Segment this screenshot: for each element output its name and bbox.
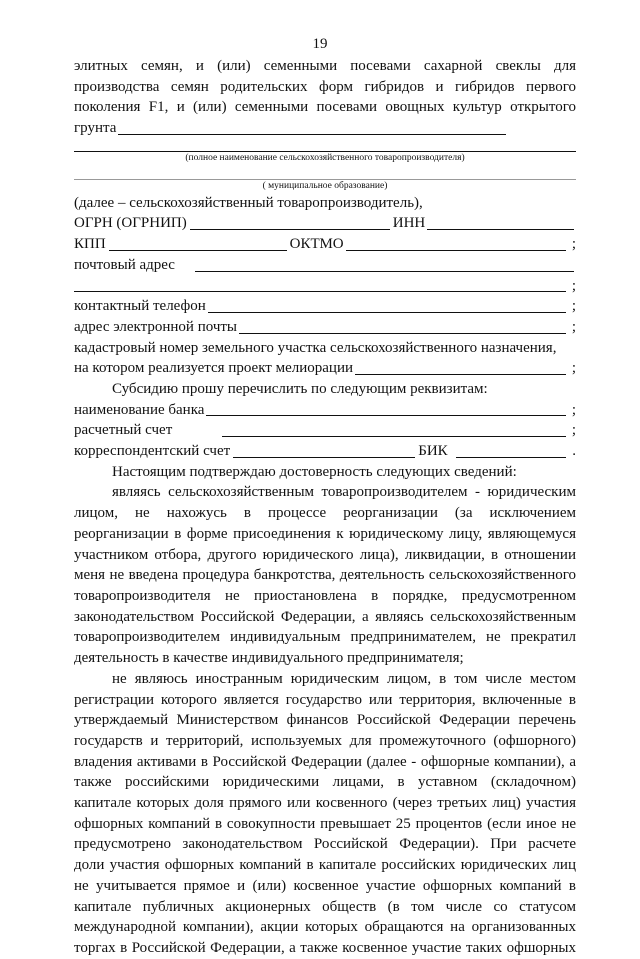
text-line: поколения F1, и (или) семенными посевами овощных культур открытого xyxy=(74,99,576,116)
bank-label: наименование банка xyxy=(74,401,205,418)
text-line: законодательством Российской Федерации, а являясь сельскохозяйственным xyxy=(74,608,576,625)
after-caption-text: (далее – сельскохозяйственный товаропроизводитель), xyxy=(74,194,423,211)
intro-paragraph xyxy=(74,56,576,118)
ogrn-field[interactable] xyxy=(190,229,390,230)
phone-row: контактный телефон ; xyxy=(74,296,576,317)
oktmo-label: ОКТМО xyxy=(289,236,344,253)
account-row: расчетный счет ; xyxy=(74,420,576,441)
corr-bik-row: корреспондентский счет БИК . xyxy=(74,441,576,462)
bik-label: БИК xyxy=(418,443,448,460)
postal-row xyxy=(74,255,576,276)
paragraph-offshore xyxy=(74,669,576,959)
text-line: товаропроизводителя не приостановлена в порядке, предусмотренном xyxy=(74,588,576,604)
kpp-oktmo-row: КПП ОКТМО ; xyxy=(74,234,576,255)
corr-account-label: корреспондентский счет xyxy=(74,443,231,460)
cadastral-label-2: на котором реализуется проект мелиорации xyxy=(74,360,354,377)
postal-field-2[interactable] xyxy=(74,291,566,292)
text-line: офшорных компаний в совокупности превышает 25 процентов (если иное не xyxy=(74,815,576,832)
text-line: элитных семян, и (или) семенными посевами сахарной свеклы для xyxy=(74,58,576,74)
postal-field[interactable] xyxy=(195,271,574,272)
bank-field[interactable] xyxy=(206,415,566,416)
ogrn-inn-row xyxy=(74,214,576,235)
text-line: товаропроизводителем индивидуальным предпринимателем, не прекратил xyxy=(74,629,576,646)
inn-field[interactable] xyxy=(427,229,574,230)
account-field[interactable] xyxy=(222,436,566,437)
cadastral-field[interactable] xyxy=(355,374,566,375)
cadastral-row: на котором реализуется проект мелиорации ; xyxy=(74,358,576,379)
text-line: не являюсь иностранным юридическим лицом, в том числе местом xyxy=(112,670,576,687)
text-line: меня не введена процедура банкротства, деятельность сельскохозяйственного xyxy=(74,567,576,584)
text-line: утверждаемый Министерством финансов Российской Федерации перечень xyxy=(74,712,576,729)
postal-row-2: ; xyxy=(74,276,576,297)
cadastral-label-1: кадастровый номер земельного участка сельскохозяйственного назначения, xyxy=(74,339,557,356)
text-line: деятельность в качестве индивидуального предпринимателя; xyxy=(74,650,464,667)
inn-label: ИНН xyxy=(392,215,426,232)
email-row: адрес электронной почты ; xyxy=(74,317,576,338)
caption-full-name: (полное наименование сельскохозяйственного товаропроизводителя) xyxy=(185,152,465,163)
full-name-field[interactable] xyxy=(118,134,506,135)
postal-label: почтовый адрес xyxy=(74,256,175,273)
bank-row: наименование банка ; xyxy=(74,400,576,421)
phone-field[interactable] xyxy=(208,312,566,313)
text-line: производства семян родительских форм гибридов и гибридов первого xyxy=(74,78,576,95)
text-line: государств и территорий, используемых для промежуточного (офшорного) xyxy=(74,732,576,749)
confirm-heading: Настоящим подтверждаю достоверность следующих сведений: xyxy=(112,463,517,480)
document-body xyxy=(74,56,576,959)
oktmo-field[interactable] xyxy=(346,250,566,251)
text-line: торгах в Российской Федерации, а также косвенное участие таких офшорных xyxy=(74,939,576,956)
full-name-row xyxy=(74,118,576,139)
email-label: адрес электронной почты xyxy=(74,318,238,335)
kpp-label: КПП xyxy=(74,236,106,253)
account-label: расчетный счет xyxy=(74,422,173,439)
text-line: владения активами в Российской Федерации (далее - офшорные компании), а xyxy=(74,753,576,770)
text-line: также российскими юридическими лицами, в уставном (складочном) xyxy=(74,774,576,791)
text-line: международной компании), акции которых обращаются на организованных xyxy=(74,919,576,936)
ogrn-label: ОГРН (ОГРНИП) xyxy=(74,215,187,232)
caption-municipal: ( муниципальное образование) xyxy=(262,180,388,191)
text-line: являясь сельскохозяйственным товаропроизводителем - юридическим xyxy=(112,484,576,501)
text-line: лицом, не нахожусь в процессе реорганизации (за исключением xyxy=(74,505,576,522)
text-line: капитале публичных акционерных обществ (в том числе со статусом xyxy=(74,898,576,915)
text-line: регистрации которого является государство или территория, включенные в xyxy=(74,691,576,708)
subsidy-request: Субсидию прошу перечислить по следующим реквизитам: xyxy=(112,381,488,398)
email-field[interactable] xyxy=(239,333,566,334)
paragraph-legal-entity xyxy=(74,482,576,668)
intro-last-word: грунта xyxy=(74,120,117,137)
text-line: не учитывается прямое и (или) косвенное участие офшорных компаний в xyxy=(74,877,576,894)
corr-account-field[interactable] xyxy=(233,457,415,458)
page-number: 19 xyxy=(312,36,328,52)
text-line: капитале которых доля прямого или косвенного (через третьих лиц) участия xyxy=(74,795,576,812)
bik-field[interactable] xyxy=(456,457,566,458)
text-line: предусмотрено законодательством Российской Федерации). При расчете xyxy=(74,836,576,853)
text-line: участником отбора, другого юридического лица), ликвидации, в отношении xyxy=(74,546,576,563)
text-line: реорганизации в форме присоединения к юридическому лицу, являющемуся xyxy=(74,525,576,542)
text-line: доли участия офшорных компаний в капитале российских юридических лиц xyxy=(74,857,576,874)
kpp-field[interactable] xyxy=(109,250,287,251)
phone-label: контактный телефон xyxy=(74,298,206,315)
